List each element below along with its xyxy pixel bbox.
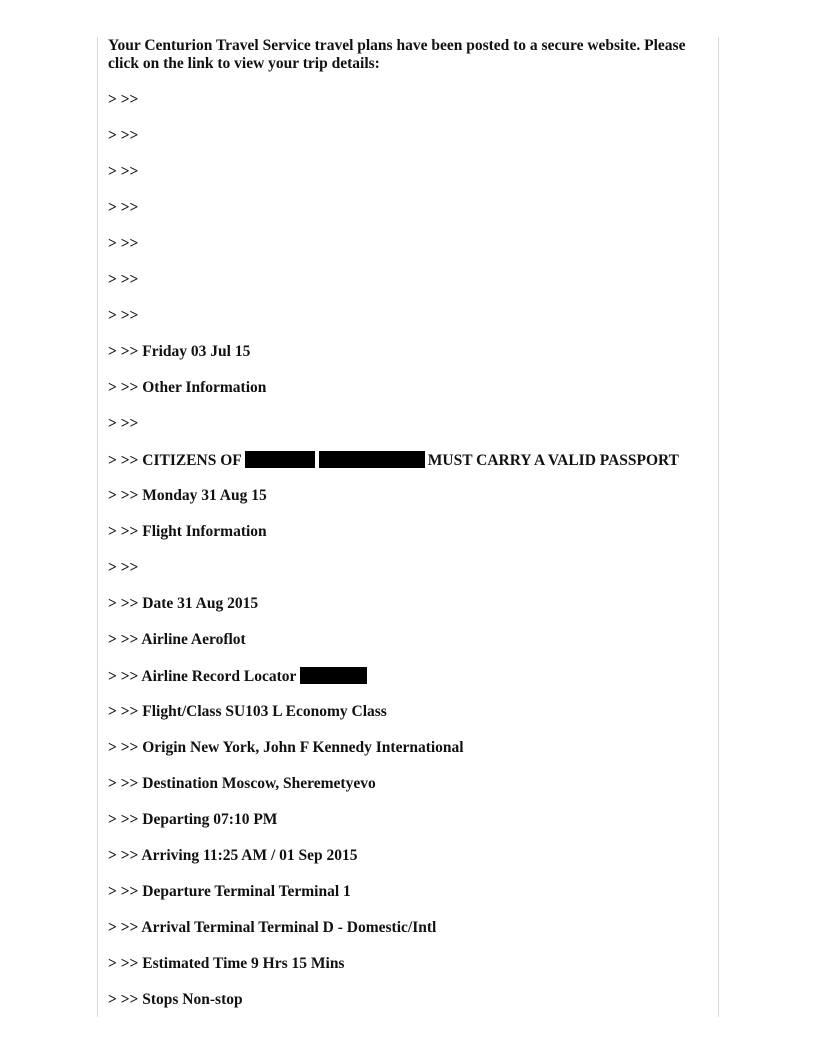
flight-class: > >> Flight/Class SU103 L Economy Class: [108, 703, 387, 720]
arrival-terminal: > >> Arrival Terminal Terminal D - Domestic/Intl: [108, 919, 437, 936]
origin: > >> Origin New York, John F Kennedy International: [108, 739, 464, 756]
redaction-block: [319, 451, 425, 468]
estimated-time: > >> Estimated Time 9 Hrs 15 Mins: [108, 955, 345, 972]
quoted-line: > >>: [108, 307, 139, 324]
section-heading: > >> Other Information: [108, 379, 267, 396]
quoted-line: > >>: [108, 559, 139, 576]
departure-terminal: > >> Departure Terminal Terminal 1: [108, 883, 351, 900]
quoted-line: > >>: [108, 235, 139, 252]
date-line: > >> Monday 31 Aug 15: [108, 487, 267, 504]
date-line: > >> Friday 03 Jul 15: [108, 343, 251, 360]
email-body: [108, 37, 708, 1009]
departing: > >> Departing 07:10 PM: [108, 811, 278, 828]
passport-notice: > >> CITIZENS OF MUST CARRY A VALID PASSPORT: [108, 452, 680, 469]
redaction-block: [245, 451, 315, 468]
arriving: > >> Arriving 11:25 AM / 01 Sep 2015: [108, 847, 358, 864]
record-locator: > >> Airline Record Locator: [108, 667, 708, 685]
quoted-line: > >>: [108, 91, 139, 108]
destination: > >> Destination Moscow, Sheremetyevo: [108, 775, 376, 792]
quoted-line: > >>: [108, 199, 139, 216]
quoted-line: > >>: [108, 163, 139, 180]
flight-date: > >> Date 31 Aug 2015: [108, 595, 259, 612]
stops: > >> Stops Non-stop: [108, 991, 243, 1008]
section-heading: > >> Flight Information: [108, 523, 267, 540]
redaction-block: [300, 667, 367, 684]
quoted-line: > >>: [108, 415, 139, 432]
airline: > >> Airline Aeroflot: [108, 631, 246, 648]
intro-text: Your Centurion Travel Service travel plans have been posted to a secure website. Please click on the link to view your trip details:: [108, 37, 686, 72]
quoted-line: > >>: [108, 127, 139, 144]
quoted-line: > >>: [108, 271, 139, 288]
